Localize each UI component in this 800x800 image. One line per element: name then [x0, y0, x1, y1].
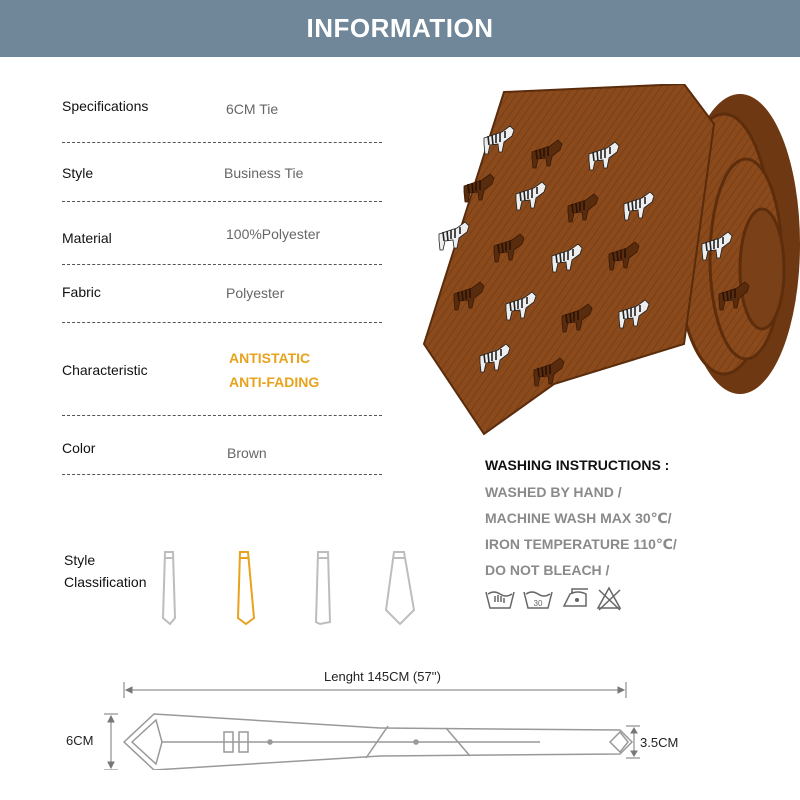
style-classification-line1: Style — [64, 552, 96, 568]
skinny-tie-icon — [163, 552, 175, 624]
square-end-tie-icon — [316, 552, 330, 624]
wide-tie-icon — [386, 552, 414, 624]
spec-label-specifications: Specifications — [62, 98, 149, 114]
style-classification-line2: Classification — [64, 574, 147, 590]
tie-dimension-diagram — [100, 680, 640, 770]
divider — [62, 322, 382, 323]
iron-icon — [564, 589, 588, 606]
spec-value-specifications: 6CM Tie — [226, 101, 279, 117]
divider — [62, 201, 382, 202]
divider — [62, 415, 382, 416]
length-arrow — [124, 682, 626, 698]
machine-wash-30-icon — [524, 592, 552, 608]
spec-value-antistatic: ANTISTATIC — [229, 350, 311, 366]
spec-label-fabric: Fabric — [62, 284, 101, 300]
tie-outline — [124, 714, 632, 770]
style-classification-label — [64, 549, 146, 593]
divider — [62, 474, 382, 475]
page-title: INFORMATION — [306, 13, 494, 43]
divider — [62, 264, 382, 265]
washing-line-bleach: DO NOT BLEACH / — [485, 562, 610, 578]
divider — [62, 142, 382, 143]
spec-label-color: Color — [62, 440, 96, 456]
selected-tie-icon — [238, 552, 254, 624]
spec-label-material: Material — [62, 230, 112, 246]
washing-icons — [484, 584, 624, 612]
spec-value-material: 100%Polyester — [226, 226, 321, 242]
no-bleach-icon — [598, 588, 620, 610]
washing-line-iron: IRON TEMPERATURE 110℃/ — [485, 536, 677, 552]
washing-line-hand: WASHED BY HAND / — [485, 484, 622, 500]
washing-line-machine: MACHINE WASH MAX 30℃/ — [485, 510, 672, 526]
wide-width-arrow — [104, 714, 118, 770]
hand-wash-icon — [486, 592, 514, 608]
spec-value-color: Brown — [227, 445, 267, 461]
tie-photo — [384, 84, 800, 440]
wide-end-width-label: 6CM — [66, 733, 94, 748]
spec-label-style: Style — [62, 165, 94, 181]
spec-value-style: Business Tie — [224, 165, 304, 181]
page-header — [0, 0, 800, 57]
spec-value-fabric: Polyester — [226, 285, 285, 301]
tie-style-options — [150, 548, 430, 630]
washing-title: WASHING INSTRUCTIONS : — [485, 457, 670, 473]
narrow-end-width-label: 3.5CM — [640, 735, 679, 750]
spec-value-anti-fading: ANTI-FADING — [229, 374, 320, 390]
machine-wash-temp: 30 — [533, 599, 543, 608]
tie-length-label: Lenght 145CM (57'') — [324, 669, 441, 684]
spec-label-characteristic: Characteristic — [62, 362, 148, 378]
